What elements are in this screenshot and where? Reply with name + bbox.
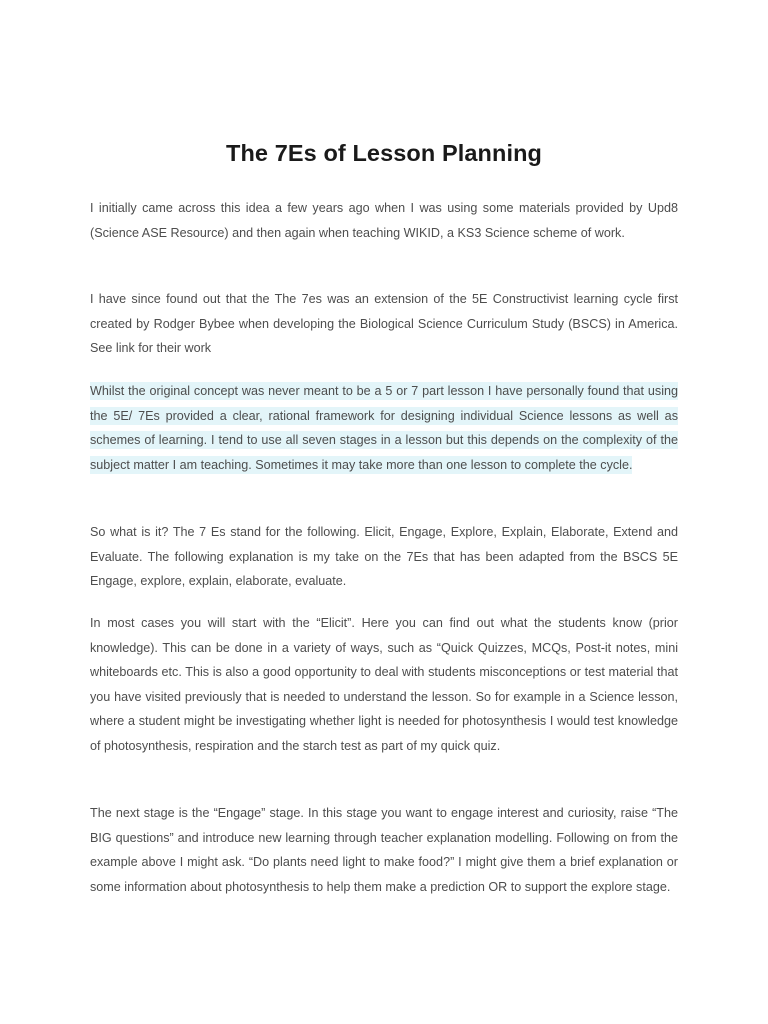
document-title: The 7Es of Lesson Planning xyxy=(226,140,542,166)
paragraph-origin: I have since found out that the The 7es was an extension of the 5E Constructivist learning cycle first created by Rodger Bybee when developing the Biological Science Curriculum Study (BSCS) in America. See link for their work xyxy=(90,292,678,355)
paragraph-engage: The next stage is the “Engage” stage. In this stage you want to engage interest and curiosity, raise “The BIG questions” and introduce new learning through teacher explanation modelling. Following on from the example above I might ask. “Do plants need light to make food?” I might give them a brief explanation or some information about photosynthesis to help them make a prediction OR to support the explore stage. xyxy=(90,806,678,894)
paragraph-what-is-it: So what is it? The 7 Es stand for the following. Elicit, Engage, Explore, Explain, Elaborate, Extend and Evaluate. The following explanation is my take on the 7Es that has been adapted from the BSCS 5E Engage, explore, explain, elaborate, evaluate. xyxy=(90,525,678,588)
paragraph-intro: I initially came across this idea a few years ago when I was using some materials provided by Upd8 (Science ASE Resource) and then again when teaching WIKID, a KS3 Science scheme of work. xyxy=(90,201,678,240)
paragraph-highlighted xyxy=(90,379,678,477)
highlighted-text: Whilst the original concept was never meant to be a 5 or 7 part lesson I have personally found that using the 5E/ 7Es provided a clear, rational framework for designing individual Science lessons as well as schemes of learning. I tend to use all seven stages in a lesson but this depends on the complexity of the subject matter I am teaching. Sometimes it may take more than one lesson to complete the cycle. xyxy=(90,384,678,472)
paragraph-elicit: In most cases you will start with the “Elicit”. Here you can find out what the students know (prior knowledge). This can be done in a variety of ways, such as “Quick Quizzes, MCQs, Post-it notes, mini whiteboards etc. This is also a good opportunity to deal with students misconceptions or test material that you have visited previously that is needed to understand the lesson. So for example in a Science lesson, where a student might be investigating whether light is needed for photosynthesis I would test knowledge of photosynthesis, respiration and the starch test as part of my quick quiz. xyxy=(90,616,678,753)
